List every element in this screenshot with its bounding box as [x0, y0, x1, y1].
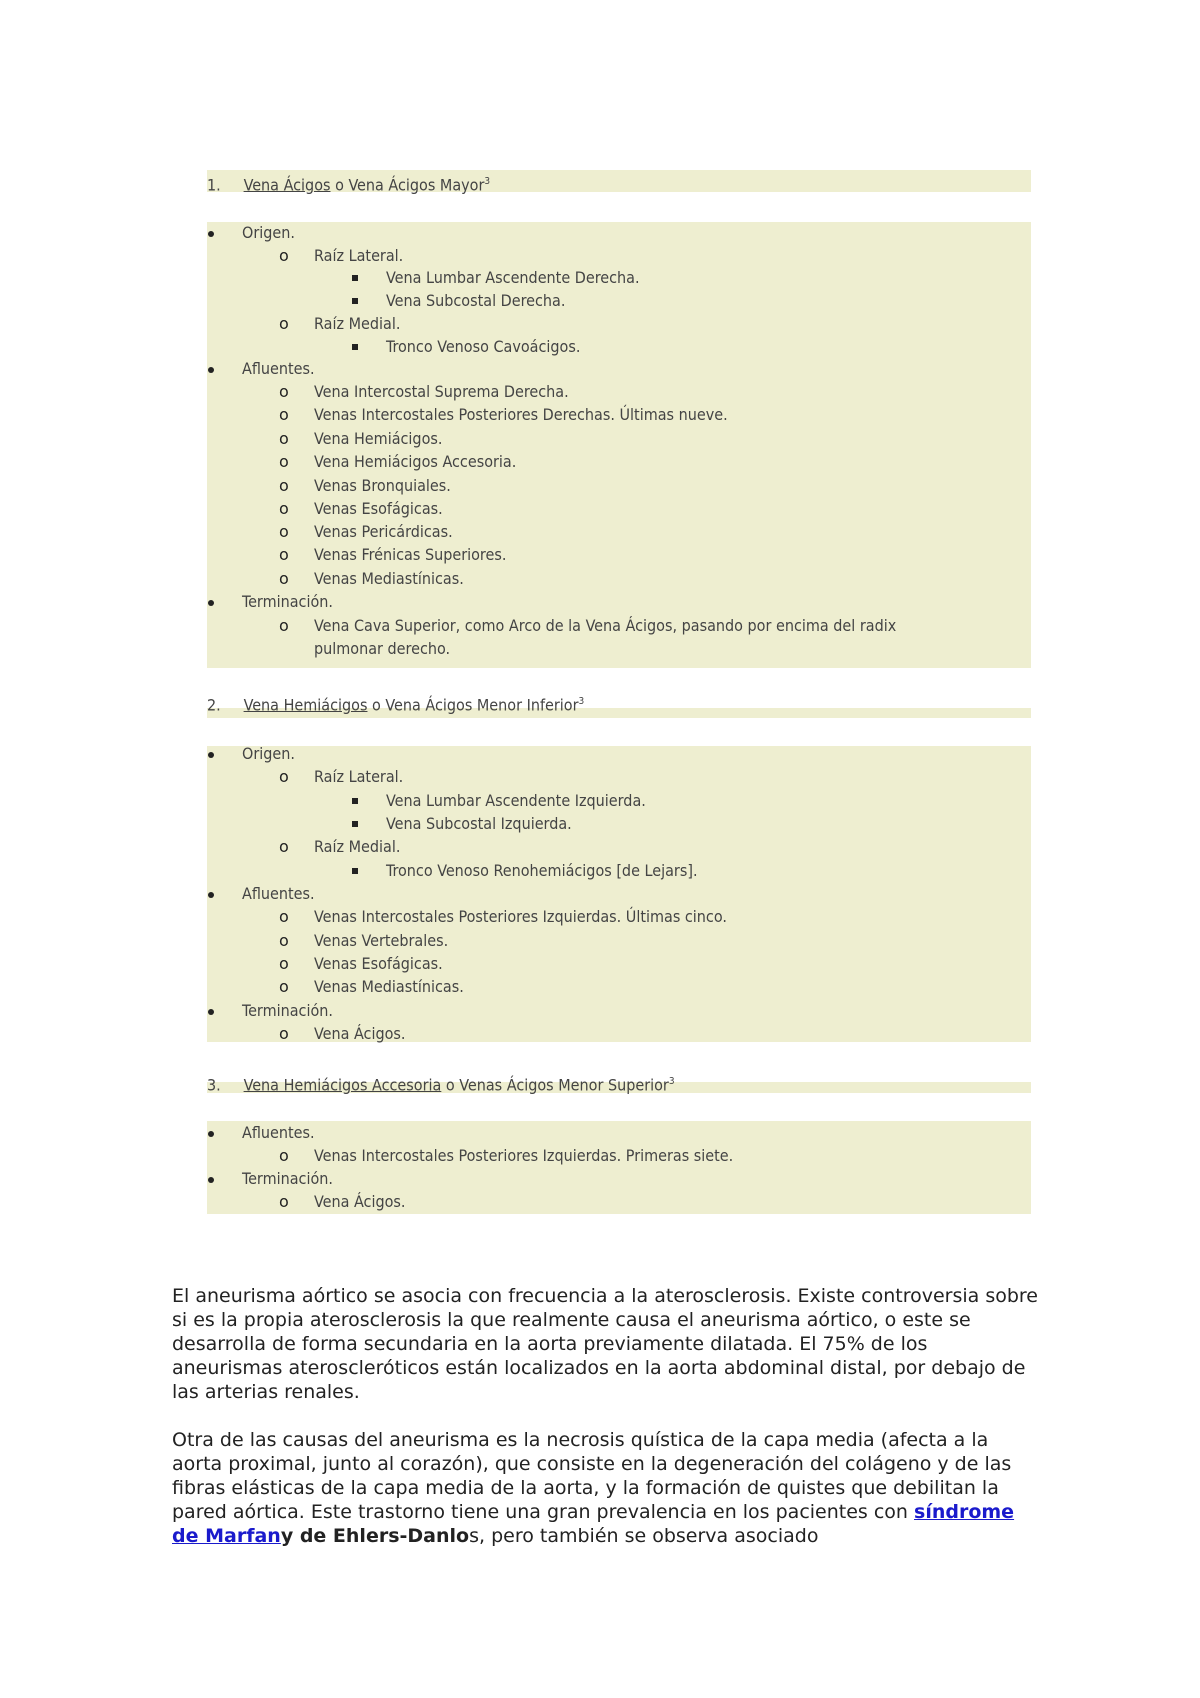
- terminacion-label: Terminación.: [242, 1169, 333, 1188]
- bullet-circle: o: [279, 246, 289, 265]
- bullet-dot: [208, 367, 214, 373]
- bullet-circle: o: [279, 522, 289, 541]
- list-item: Vena Lumbar Ascendente Derecha.: [386, 268, 640, 287]
- section-heading: [207, 1072, 675, 1095]
- list-item: Venas Bronquiales.: [314, 476, 451, 495]
- bullet-dot: [208, 1131, 214, 1137]
- raiz-lateral-label: Raíz Lateral.: [314, 246, 404, 265]
- list-item: Venas Intercostales Posteriores Izquierdas. Primeras siete.: [314, 1146, 734, 1165]
- bullet-square: [352, 821, 358, 827]
- bullet-circle: o: [279, 382, 289, 401]
- bullet-dot: [208, 600, 214, 606]
- list-item: Venas Vertebrales.: [314, 931, 449, 950]
- bullet-circle: o: [279, 931, 289, 950]
- list-item: Tronco Venoso Cavoácigos.: [386, 337, 581, 356]
- list-item-continuation: pulmonar derecho.: [314, 639, 451, 658]
- afluentes-label: Afluentes.: [242, 884, 315, 903]
- paragraph-text: s, pero también se observa asociado: [469, 1525, 819, 1547]
- bullet-circle: o: [279, 314, 289, 333]
- bullet-square: [352, 344, 358, 350]
- section-link[interactable]: Vena Hemiácigos Accesoria: [243, 1075, 442, 1095]
- list-item: Vena Subcostal Derecha.: [386, 291, 566, 310]
- bullet-square: [352, 298, 358, 304]
- bullet-circle: o: [279, 907, 289, 926]
- bullet-square: [352, 798, 358, 804]
- footnote-ref: 3: [668, 1076, 675, 1087]
- list-item: Vena Lumbar Ascendente Izquierda.: [386, 791, 646, 810]
- bullet-circle: o: [279, 569, 289, 588]
- ehlers-danlos-text: y de Ehlers-Danlo: [280, 1525, 470, 1547]
- list-item: Venas Mediastínicas.: [314, 977, 464, 996]
- list-item: Venas Intercostales Posteriores Izquierdas. Últimas cinco.: [314, 907, 727, 926]
- origin-label: Origen.: [242, 744, 295, 763]
- bullet-circle: o: [279, 1192, 289, 1211]
- section-heading: [207, 692, 584, 715]
- bullet-square: [352, 868, 358, 874]
- section-title-rest: o Vena Ácigos Menor Inferior: [367, 695, 579, 715]
- list-item: Vena Ácigos.: [314, 1024, 406, 1043]
- footnote-ref: 3: [578, 696, 585, 707]
- body-text: [172, 1284, 1040, 1572]
- paragraph: [172, 1428, 1040, 1548]
- section-number: 2.: [207, 695, 221, 715]
- raiz-lateral-label: Raíz Lateral.: [314, 767, 404, 786]
- section-link[interactable]: Vena Hemiácigos: [243, 695, 368, 715]
- list-item: Venas Frénicas Superiores.: [314, 545, 507, 564]
- paragraph: El aneurisma aórtico se asocia con frecuencia a la aterosclerosis. Existe controversia sobre si es la propia aterosclerosis la que realmente causa el aneurisma aórtico, o este se desarrolla de forma secundaria en la aorta previamente dilatada. El 75% de los aneurismas ateroscleróticos están localizados en la aorta abdominal distal, por debajo de las arterias renales.: [172, 1285, 1038, 1403]
- bullet-circle: o: [279, 429, 289, 448]
- section-heading: [207, 172, 490, 195]
- bullet-square: [352, 275, 358, 281]
- list-item: Venas Mediastínicas.: [314, 569, 464, 588]
- afluentes-label: Afluentes.: [242, 359, 315, 378]
- bullet-circle: o: [279, 452, 289, 471]
- list-item: Vena Ácigos.: [314, 1192, 406, 1211]
- bullet-circle: o: [279, 1146, 289, 1165]
- terminacion-label: Terminación.: [242, 592, 333, 611]
- afluentes-label: Afluentes.: [242, 1123, 315, 1142]
- bullet-circle: o: [279, 1024, 289, 1043]
- bullet-circle: o: [279, 767, 289, 786]
- paragraph-text: Otra de las causas del aneurisma es la necrosis quística de la capa media (afecta a la aorta proximal, junto al corazón), que consiste en la degeneración del colágeno y de las fibras elásticas de la capa media de la aorta, y la formación de quistes que debilitan la pared aórtica. Este trastorno tiene una gran prevalencia en los pacientes con: [172, 1429, 1012, 1523]
- terminacion-label: Terminación.: [242, 1001, 333, 1020]
- list-item: Vena Intercostal Suprema Derecha.: [314, 382, 569, 401]
- section-title-rest: o Venas Ácigos Menor Superior: [441, 1075, 669, 1095]
- bullet-dot: [208, 892, 214, 898]
- section-number: 3.: [207, 1075, 221, 1095]
- raiz-medial-label: Raíz Medial.: [314, 837, 401, 856]
- footnote-ref: 3: [484, 176, 491, 187]
- raiz-medial-label: Raíz Medial.: [314, 314, 401, 333]
- bullet-dot: [208, 231, 214, 237]
- bullet-circle: o: [279, 616, 289, 635]
- list-item: Vena Hemiácigos Accesoria.: [314, 452, 517, 471]
- list-item: Vena Cava Superior, como Arco de la Vena Ácigos, pasando por encima del radix: [314, 616, 897, 635]
- list-item: Venas Esofágicas.: [314, 954, 443, 973]
- bullet-circle: o: [279, 977, 289, 996]
- list-item: Venas Esofágicas.: [314, 499, 443, 518]
- list-item: Venas Intercostales Posteriores Derechas. Últimas nueve.: [314, 405, 728, 424]
- bullet-circle: o: [279, 476, 289, 495]
- list-item: Vena Hemiácigos.: [314, 429, 443, 448]
- bullet-circle: o: [279, 837, 289, 856]
- list-item: Venas Pericárdicas.: [314, 522, 453, 541]
- origin-label: Origen.: [242, 223, 295, 242]
- bullet-circle: o: [279, 499, 289, 518]
- bullet-circle: o: [279, 405, 289, 424]
- section-title-rest: o Vena Ácigos Mayor: [330, 175, 485, 195]
- list-item: Vena Subcostal Izquierda.: [386, 814, 572, 833]
- bullet-dot: [208, 752, 214, 758]
- bullet-dot: [208, 1009, 214, 1015]
- section-number: 1.: [207, 175, 221, 195]
- bullet-dot: [208, 1177, 214, 1183]
- bullet-circle: o: [279, 954, 289, 973]
- section-link[interactable]: Vena Ácigos: [243, 175, 331, 195]
- bullet-circle: o: [279, 545, 289, 564]
- list-item: Tronco Venoso Renohemiácigos [de Lejars].: [386, 861, 698, 880]
- marfan-link[interactable]: síndrome de Marfan: [172, 1501, 1015, 1547]
